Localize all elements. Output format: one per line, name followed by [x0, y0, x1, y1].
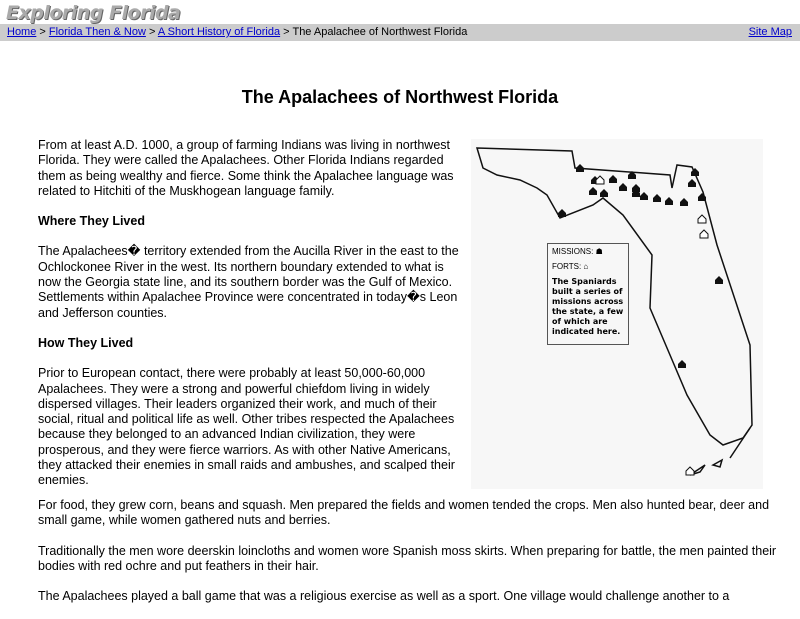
article-body-wide [38, 498, 788, 619]
site-map-link[interactable]: Site Map [748, 26, 792, 38]
breadcrumb: Home > Florida Then & Now > A Short History of Florida > The Apalachee of Northwest Florida Site Map [0, 24, 800, 41]
mission-icon: ☗ [595, 247, 603, 256]
fort-icon: ⌂ [583, 262, 589, 271]
map-note: The Spaniards built a series of missions across the state, a few of which are indicated here. [552, 277, 624, 336]
intro-paragraph: From at least A.D. 1000, a group of farming Indians was living in northwest Florida. They were called the Apalachees. Other Florida Indians regarded them as being wealthy and fierce. Some think the Apalachee language was related to Hitchiti of the Muskhogean language family. [38, 138, 454, 198]
section-heading: Where They Lived [38, 214, 145, 229]
food-paragraph: For food, they grew corn, beans and squash. Men prepared the fields and women tended the crops. Men also hunted bear, deer and small game, while women gathered nuts and berries. [38, 498, 770, 528]
florida-missions-map [471, 139, 763, 489]
breadcrumb-home[interactable]: Home [7, 26, 37, 38]
how-paragraph: Prior to European contact, there were probably at least 50,000-60,000 Apalachees. They were a strong and powerful chiefdom living in widely dispersed villages. Their leaders organized their work, and much of their social, ritual and political life as well. Other tribes respected the Apalachees because they belonged to an advanced Indian civilization, they were prosperous, and they were fierce warriors. As with other Native Americans, they attacked their enemies in small raids and ambushes, and scalped their enemies. [38, 366, 455, 488]
breadcrumb-short-history[interactable]: A Short History of Florida [157, 26, 281, 38]
page-title: The Apalachees of Northwest Florida [241, 87, 559, 107]
dress-paragraph: Traditionally the men wore deerskin loincloths and women wore Spanish moss skirts. When preparing for battle, the men painted their bodies with red ochre and put feathers in their hair. [38, 543, 777, 573]
ball-paragraph: The Apalachees played a ball game that was a religious exercise as well as a sport. One village would challenge another to a [38, 589, 730, 604]
breadcrumb-florida-then-now[interactable]: Florida Then & Now [48, 26, 146, 38]
site-logo[interactable]: Exploring Florida [6, 2, 181, 24]
article-body [38, 138, 463, 504]
breadcrumb-current: The Apalachee of Northwest Florida [292, 26, 468, 38]
section-heading: How They Lived [38, 335, 134, 350]
map-legend: MISSIONS: ☗ FORTS: ⌂ The Spaniards built a series of missions across the state, a few of which are indicated here. [547, 243, 629, 345]
where-paragraph: The Apalachees� territory extended from the Aucilla River in the east to the Ochlockonee River in the west. Its northern boundary extended to what is now the Georgia state line, and its southern border was the Gulf of Mexico. Settlements within Apalachee Province were concentrated in today�s Leon and Jefferson counties. [38, 244, 459, 320]
